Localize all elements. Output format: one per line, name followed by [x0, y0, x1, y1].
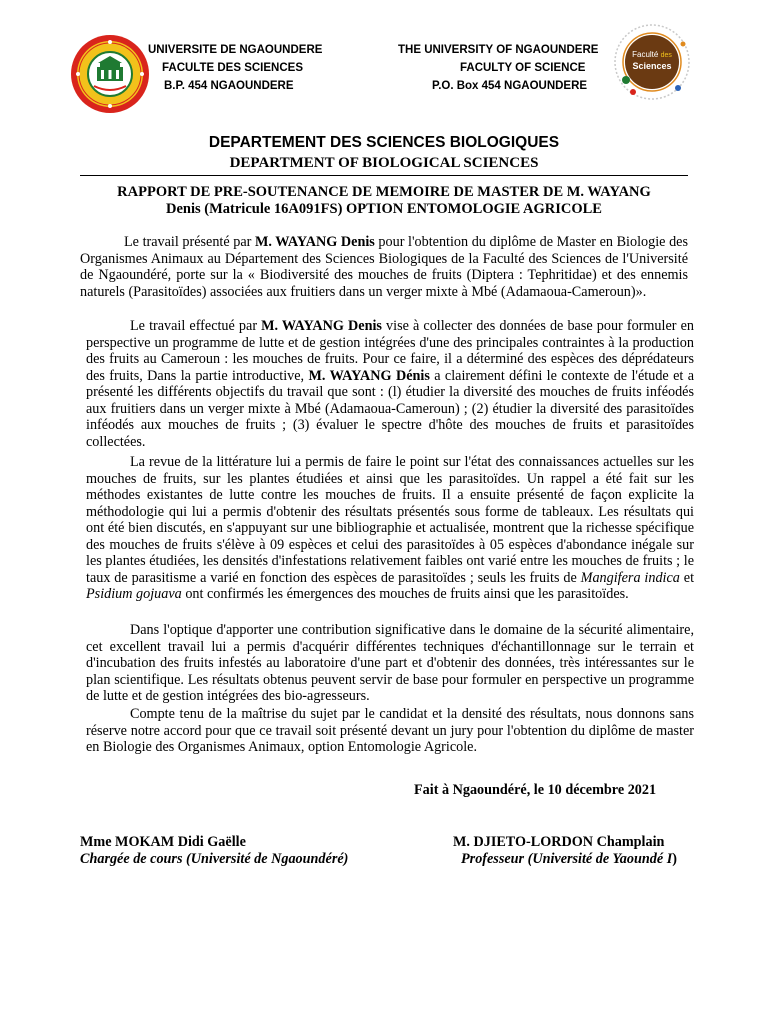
- header-fr-faculty: FACULTE DES SCIENCES: [162, 62, 303, 74]
- p3-text-e: ont confirmés les émergences des mouches de fruits ainsi que les parasitoïdes.: [181, 586, 629, 602]
- header-fr-university: UNIVERSITE DE NGAOUNDERE: [148, 44, 323, 56]
- paragraph-5: Compte tenu de la maîtrise du sujet par le candidat et la densité des résultats, nous donnons sans réserve notre accord pour que ce travail soit présenté devant un jury pour l'obtention du diplôme de master en Biologie des Organismes Animaux, option Entomologie Agricole.: [86, 706, 694, 755]
- signatory-left-name: Mme MOKAM Didi Gaëlle: [80, 834, 246, 850]
- p1-text-c: pour l'obtention du diplôme de Master en Biologie des Organismes Animaux au Département des Sciences Biologiques de la Faculté des Sciences de l'Université de Ngaoundéré, porte sur la « Biodiversité des mouches de fruits (Diptera : Tephritidae) et des ennemis naturels (Parasitoïdes) associées aux fruitiers dans un verger mixte à Mbé (Adamaoua-Cameroun)».: [80, 234, 688, 300]
- faculty-logo-line2: Sciences: [632, 61, 672, 71]
- header-fr-address: B.P. 454 NGAOUNDERE: [164, 80, 294, 92]
- report-title-line1: RAPPORT DE PRE-SOUTENANCE DE MEMOIRE DE MASTER DE M. WAYANG: [117, 184, 651, 200]
- p3-species-psidium: Psidium gojuava: [86, 586, 182, 602]
- signatory-right-role: [461, 851, 677, 868]
- university-seal-icon: [70, 34, 150, 114]
- university-seal-logo: [70, 34, 150, 114]
- report-title: [80, 184, 688, 218]
- p1-text-a: Le travail présenté par: [124, 234, 255, 250]
- faculty-logo: [612, 22, 692, 102]
- signatory-left-role: Chargée de cours (Université de Ngaoundéré): [80, 851, 349, 867]
- p3-species-mangifera: Mangifera indica: [580, 569, 680, 586]
- paragraph-4: Dans l'optique d'apporter une contribution significative dans le domaine de la sécurité alimentaire, cet excellent travail lui a permis d'acquérir différentes techniques d'échantillonnage sur le terrain et d'incubation des fruits infestés au laboratoire d'une part et d'obtenir des données, très intéressantes sur le plan scientifique. Les résultats obtenus peuvent servir de base pour formuler en perspective un programme de lutte et de gestion intégrées des bio-agresseurs.: [86, 622, 694, 704]
- p2-candidate-name: M. WAYANG Denis: [261, 318, 382, 334]
- header-divider: [80, 175, 688, 176]
- paragraph-3: [86, 454, 694, 603]
- signatory-right-role-text: Professeur (Université de Yaoundé I: [461, 851, 673, 867]
- paragraph-1: [80, 234, 688, 300]
- paragraph-2: [86, 318, 694, 450]
- faculty-logo-text: [625, 50, 679, 71]
- p2-text-a: Le travail effectué par: [130, 318, 262, 334]
- faculty-logo-line1: Faculté: [632, 50, 659, 59]
- header-english: [398, 41, 598, 95]
- header-en-address: P.O. Box 454 NGAOUNDERE: [432, 80, 588, 92]
- p2-text-c: vise à collecter des données de base pour formuler en perspective un programme de lutte et de gestion intégrées d'une des principales contraintes à la production des fruits au Cameroun : les mouches de fruits. Pour ce faire, il a déterminé des espèces des déprédateurs des fruits, Dans la partie introductive,: [86, 318, 694, 384]
- header-en-faculty: FACULTY OF SCIENCE: [460, 62, 586, 74]
- closing-place-date: Fait à Ngaoundéré, le 10 décembre 2021: [414, 782, 657, 798]
- report-title-line2: Denis (Matricule 16A091FS) OPTION ENTOMOLOGIE AGRICOLE: [166, 201, 602, 217]
- p3-text-c: et: [679, 569, 695, 586]
- p2-text-e: a clairement défini le contexte de l'étude et a présenté les différents objectifs du travail que sont : (l) étudier la diversité des mouches de fruits inféodés aux fruitiers dans un verger mixte à Mbé (Adamaoua-Cameroun) ; (2) étudier la diversité des parasitoïdes inféodés aux mouches de fruits ; (3) évaluer le spectre d'hôte des mouches de fruits et parasitoïdes collectées.: [86, 367, 695, 450]
- department-title-fr: DEPARTEMENT DES SCIENCES BIOLOGIQUES: [208, 134, 560, 151]
- header-french: [148, 41, 322, 95]
- signatory-right-role-end: ): [672, 851, 677, 867]
- header-en-university: THE UNIVERSITY OF NGAOUNDERE: [398, 44, 599, 56]
- department-title-en: DEPARTMENT OF BIOLOGICAL SCIENCES: [229, 155, 539, 171]
- signatory-right-name: M. DJIETO-LORDON Champlain: [453, 834, 665, 850]
- p3-text-a: La revue de la littérature lui a permis de faire le point sur l'état des connaissances actuelles sur les mouches de fruits, sur les plantes étudiées et ainsi que les parasitoïdes. Un rappel a été fait sur les méthodes existantes de lutte contre les mouches de fruits. Il a ensuite présenté de façon explicite la méthodologie qui lui a permis d'obtenir des résultats présentés sous forme de tableaux. Les résultats qui ont été bien discutés, en s'appuyant sur une bibliographie et actualisée, montrent que la richesse spécifique des mouches de fruits s'élève à 09 espèces et celui des parasitoïdes à 05 espèces d'abondance inégale sur les plantes étudiées, les densités d'infestations relativement faibles ont varié entre les mouches de fruits ; le taux de parasitisme a varié en fonction des espèces de parasitoïdes ; seuls les fruits de: [86, 454, 694, 586]
- faculty-logo-line1b: des: [660, 52, 672, 59]
- p2-candidate-name-2: M. WAYANG Dénis: [308, 367, 430, 384]
- p1-candidate-name: M. WAYANG Denis: [255, 234, 375, 250]
